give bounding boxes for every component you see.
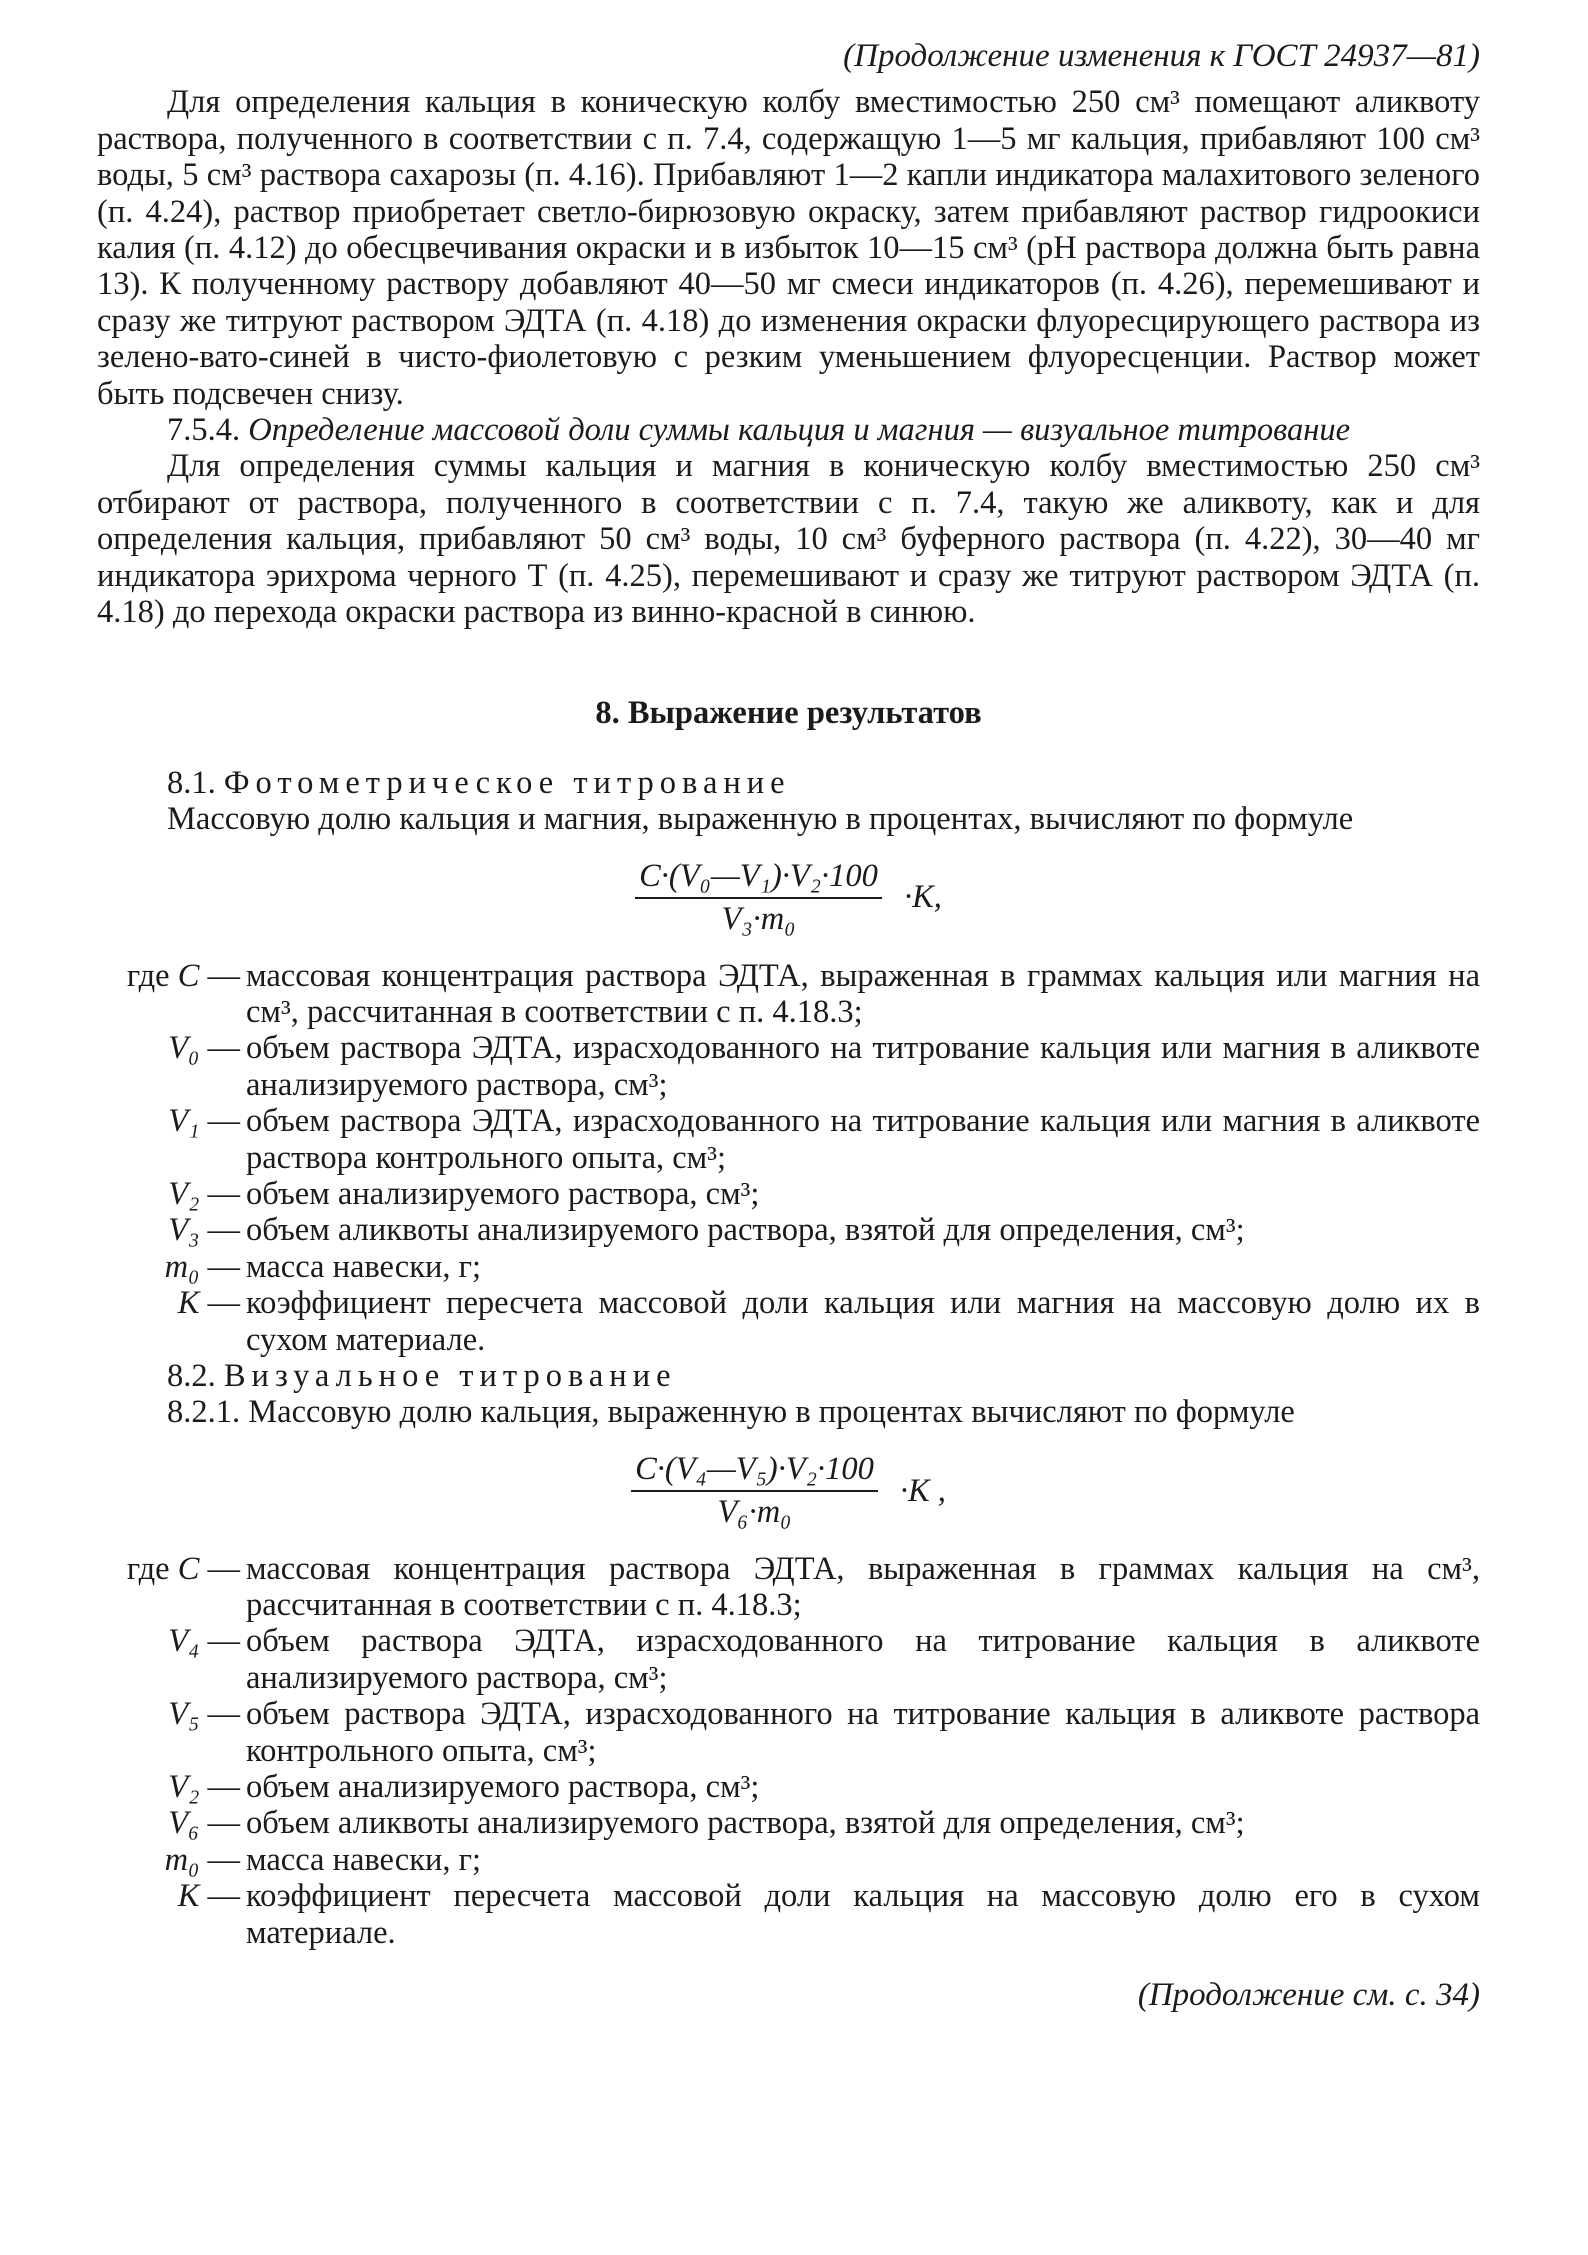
symbol-text: V₁ bbox=[168, 1103, 200, 1140]
section-8-1-heading bbox=[97, 765, 1480, 801]
formula-2 bbox=[97, 1451, 1480, 1531]
definition-row bbox=[97, 1249, 1480, 1285]
definition-symbol: K — bbox=[177, 1878, 240, 1915]
definition-symbol: где C — bbox=[126, 1550, 240, 1587]
definition-text: объем аликвоты анализируемого раствора, взятой для определения, см³; bbox=[246, 1805, 1245, 1842]
definition-text: объем раствора ЭДТА, израсходованного на титрование кальция или магния в аликвоте анализируемого раствора, см³; bbox=[246, 1030, 1480, 1103]
definitions-list-1 bbox=[97, 958, 1480, 1358]
definition-row bbox=[97, 1030, 1480, 1103]
formula-tail: ·K , bbox=[899, 1472, 946, 1509]
definition-text: массовая концентрация раствора ЭДТА, выраженная в граммах кальция на см³, рассчитанная в соответствии с п. 4.18.3; bbox=[246, 1550, 1480, 1624]
section-8-2-heading bbox=[97, 1358, 1480, 1394]
definition-symbol: m₀ — bbox=[164, 1248, 240, 1285]
formula-denominator: V₆·m₀ bbox=[717, 1494, 792, 1531]
symbol-text: V₀ bbox=[168, 1030, 200, 1067]
definition-symbol: V₀ — bbox=[168, 1030, 240, 1067]
definition-row bbox=[97, 1878, 1480, 1951]
formula-fraction bbox=[635, 858, 882, 938]
definition-row bbox=[97, 1285, 1480, 1358]
symbol-text: K bbox=[177, 1285, 200, 1322]
definition-text: масса навески, г; bbox=[246, 1248, 481, 1285]
section-number: 7.5.4. bbox=[167, 412, 241, 449]
definition-text: объем аликвоты анализируемого раствора, взятой для определения, см³; bbox=[246, 1212, 1245, 1249]
section-7-5-4-heading bbox=[97, 412, 1480, 448]
definition-text: масса навески, г; bbox=[246, 1841, 481, 1878]
definition-row bbox=[97, 1103, 1480, 1176]
symbol-text: V₃ bbox=[168, 1212, 200, 1249]
definition-text: коэффициент пересчета массовой доли кальция или магния на массовую долю их в сухом материале. bbox=[246, 1285, 1480, 1358]
formula-denominator: V₃·m₀ bbox=[721, 901, 796, 938]
definition-symbol: m₀ — bbox=[164, 1841, 240, 1878]
section-title: Определение массовой доли суммы кальция и магния — визуальное титрование bbox=[248, 412, 1351, 449]
section-title: Фотометрическое титрование bbox=[223, 764, 791, 801]
definition-text: объем анализируемого раствора, см³; bbox=[246, 1175, 760, 1212]
definition-row bbox=[97, 1623, 1480, 1696]
section-title: Визуальное титрование bbox=[223, 1358, 677, 1394]
formula-numerator: C·(V₀—V₁)·V₂·100 bbox=[635, 858, 882, 899]
running-header: (Продолжение изменения к ГОСТ 24937—81) bbox=[843, 38, 1480, 74]
where-word: где bbox=[126, 957, 170, 994]
symbol-text: C bbox=[177, 957, 200, 994]
definition-symbol: V₁ — bbox=[168, 1103, 240, 1140]
definition-symbol: V₂ — bbox=[168, 1175, 240, 1212]
symbol-text: V₂ bbox=[168, 1175, 200, 1212]
definition-text: объем анализируемого раствора, см³; bbox=[246, 1769, 760, 1806]
definition-text: коэффициент пересчета массовой доли кальция на массовую долю его в сухом материале. bbox=[246, 1878, 1480, 1951]
definition-symbol: V₅ — bbox=[168, 1696, 240, 1733]
symbol-text: V₆ bbox=[168, 1805, 200, 1842]
definition-text: объем раствора ЭДТА, израсходованного на титрование кальция в аликвоте анализируемого раствора, см³; bbox=[246, 1623, 1480, 1696]
sum-procedure-paragraph: Для определения суммы кальция и магния в коническую колбу вместимостью 250 см³ отбирают от раствора, полученного в соответствии с п. 7.4, такую же аликвоту, как и для определения кальция, прибавляют 50 см³ воды, 10 см³ буферного раствора (п. 4.22), 30—40 мг индикатора эрихрома черного Т (п. 4.25), перемешивают и сразу же титруют раствором ЭДТА (п. 4.18) до перехода окраски раствора из винно-красной в синюю. bbox=[97, 448, 1480, 631]
formula-numerator: C·(V₄—V₅)·V₂·100 bbox=[631, 1451, 878, 1492]
document-page bbox=[97, 38, 1480, 2014]
definition-symbol: V₄ — bbox=[168, 1623, 240, 1660]
definition-row bbox=[97, 1551, 1480, 1624]
definition-text: объем раствора ЭДТА, израсходованного на титрование кальция в аликвоте раствора контрольного опыта, см³; bbox=[246, 1696, 1480, 1769]
symbol-text: m₀ bbox=[164, 1841, 200, 1878]
calcium-procedure-paragraph: Для определения кальция в коническую колбу вместимостью 250 см³ помещают аликвоту раствора, полученного в соответствии с п. 7.4, содержащую 1—5 мг кальция, прибавляют 100 см³ воды, 5 см³ раствора сахарозы (п. 4.16). Прибавляют 1—2 капли индикатора малахитового зеленого (п. 4.24), раствор приобретает светло-бирюзовую окраску, затем прибавляют раствор гидроокиси калия (п. 4.12) до обесцвечивания окраски и в избыток 10—15 см³ (pH раствора должна быть равна 13). К полученному раствору добавляют 40—50 мг смеси индикаторов (п. 4.26), перемешивают и сразу же титруют раствором ЭДТА (п. 4.18) до изменения окраски флуоресцирующего раствора из зелено-вато-синей в чисто-фиолетовую с резким уменьшением флуоресценции. Раствор может быть подсвечен снизу. bbox=[97, 84, 1480, 412]
section-8-2-1-text: 8.2.1. Массовую долю кальция, выраженную в процентах вычисляют по формуле bbox=[167, 1394, 1295, 1431]
formula-1 bbox=[97, 858, 1480, 938]
definition-text: объем раствора ЭДТА, израсходованного на титрование кальция или магния в аликвоте раствора контрольного опыта, см³; bbox=[246, 1103, 1480, 1176]
definition-row bbox=[97, 1805, 1480, 1841]
symbol-text: m₀ bbox=[164, 1248, 200, 1285]
definition-row bbox=[97, 1769, 1480, 1805]
symbol-text: V₄ bbox=[168, 1623, 200, 1660]
definition-symbol: V₂ — bbox=[168, 1769, 240, 1806]
section-number: 8.2. bbox=[167, 1358, 216, 1394]
definition-row bbox=[97, 958, 1480, 1031]
definition-row bbox=[97, 1842, 1480, 1878]
definition-symbol: V₆ — bbox=[168, 1805, 240, 1842]
formula-tail: ·K, bbox=[903, 879, 942, 916]
definition-symbol: K — bbox=[177, 1285, 240, 1322]
section-number: 8.1. bbox=[167, 764, 216, 801]
section-8-heading: 8. Выражение результатов bbox=[595, 694, 982, 731]
definition-row bbox=[97, 1176, 1480, 1212]
definition-text: массовая концентрация раствора ЭДТА, выраженная в граммах кальция или магния на см³, рассчитанная в соответствии с п. 4.18.3; bbox=[246, 957, 1480, 1030]
definition-row bbox=[97, 1696, 1480, 1769]
continuation-note: (Продолжение см. с. 34) bbox=[1137, 1977, 1480, 2014]
definitions-list-2 bbox=[97, 1551, 1480, 1951]
symbol-text: V₅ bbox=[168, 1696, 200, 1733]
section-8-1-text: Массовую долю кальция и магния, выраженную в процентах, вычисляют по формуле bbox=[167, 801, 1354, 838]
definition-symbol: V₃ — bbox=[168, 1212, 240, 1249]
symbol-text: K bbox=[177, 1878, 200, 1915]
symbol-text: C bbox=[177, 1550, 200, 1587]
definition-symbol: где C — bbox=[126, 957, 240, 994]
symbol-text: V₂ bbox=[168, 1769, 200, 1806]
where-word: где bbox=[126, 1550, 170, 1587]
definition-row bbox=[97, 1212, 1480, 1248]
formula-fraction bbox=[631, 1451, 878, 1531]
